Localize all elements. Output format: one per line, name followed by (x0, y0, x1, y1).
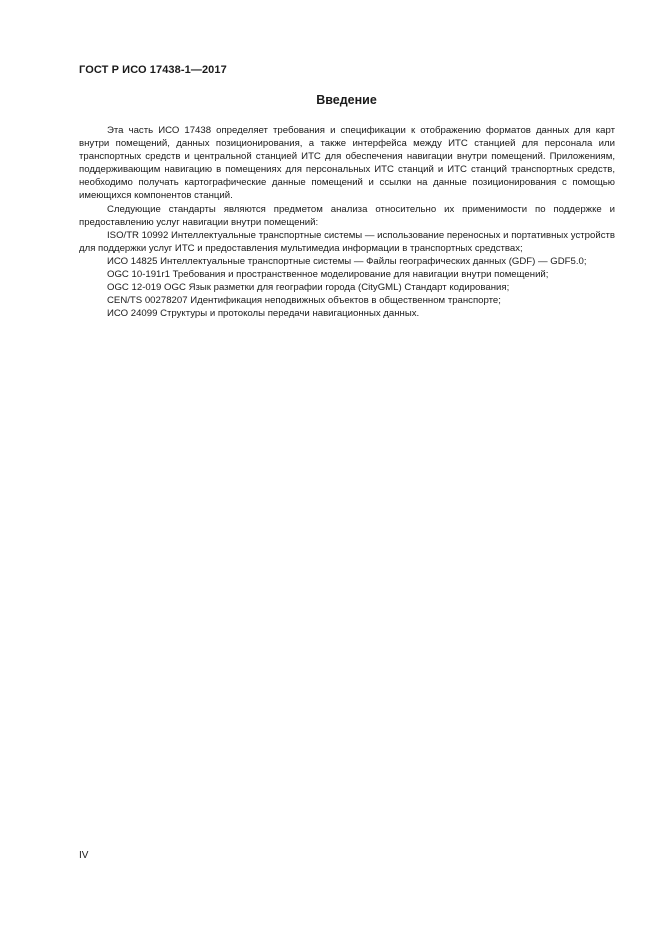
reference-item-cen-ts-00278207: CEN/TS 00278207 Идентификация неподвижных объектов в общественном транспорте; (107, 295, 501, 307)
section-title: Введение (316, 93, 377, 107)
paragraph-scope: Эта часть ИСО 17438 определяет требования и спецификации к отображению форматов данных для карт внутри помещений, данных позиционирования, а также интерфейса между ИТС станцией для персонала или транспортных средств и центральной станцией ИТС для обеспечения навигации внутри помещений. Приложениям, поддерживающим навигацию в помещениях для персональных ИТС станций и ИТС станций транспортных средств, необходимо получать картографические данные помещений и ссылки на данные позиционирования с помощью имеющихся компонентов станций. (79, 125, 615, 202)
reference-item-iso-tr-10992: ISO/TR 10992 Интеллектуальные транспортные системы — использование переносных и портативных устройств для поддержки услуг ИТС и предоставления мультимедиа информации в транспортных средствах; (79, 229, 615, 254)
page-header-standard-id: ГОСТ Р ИСО 17438-1—2017 (79, 64, 227, 76)
reference-item-iso-14825: ИСО 14825 Интеллектуальные транспортные системы — Файлы географических данных (GDF) — GDF5.0; (107, 255, 587, 267)
paragraph-standards-intro: Следующие стандарты являются предметом анализа относительно их применимости по поддержке и предоставлению услуг навигации внутри помещений: (79, 203, 615, 228)
introduction-body (79, 124, 615, 320)
reference-item-ogc-10-191r1: OGC 10-191r1 Требования и пространственное моделирование для навигации внутри помещений; (107, 269, 549, 281)
page-number: IV (79, 850, 89, 861)
reference-item-iso-24099: ИСО 24099 Структуры и протоколы передачи навигационных данных. (107, 308, 420, 320)
reference-item-ogc-12-019: OGC 12-019 OGC Язык разметки для географии города (CityGML) Стандарт кодирования; (107, 282, 510, 294)
